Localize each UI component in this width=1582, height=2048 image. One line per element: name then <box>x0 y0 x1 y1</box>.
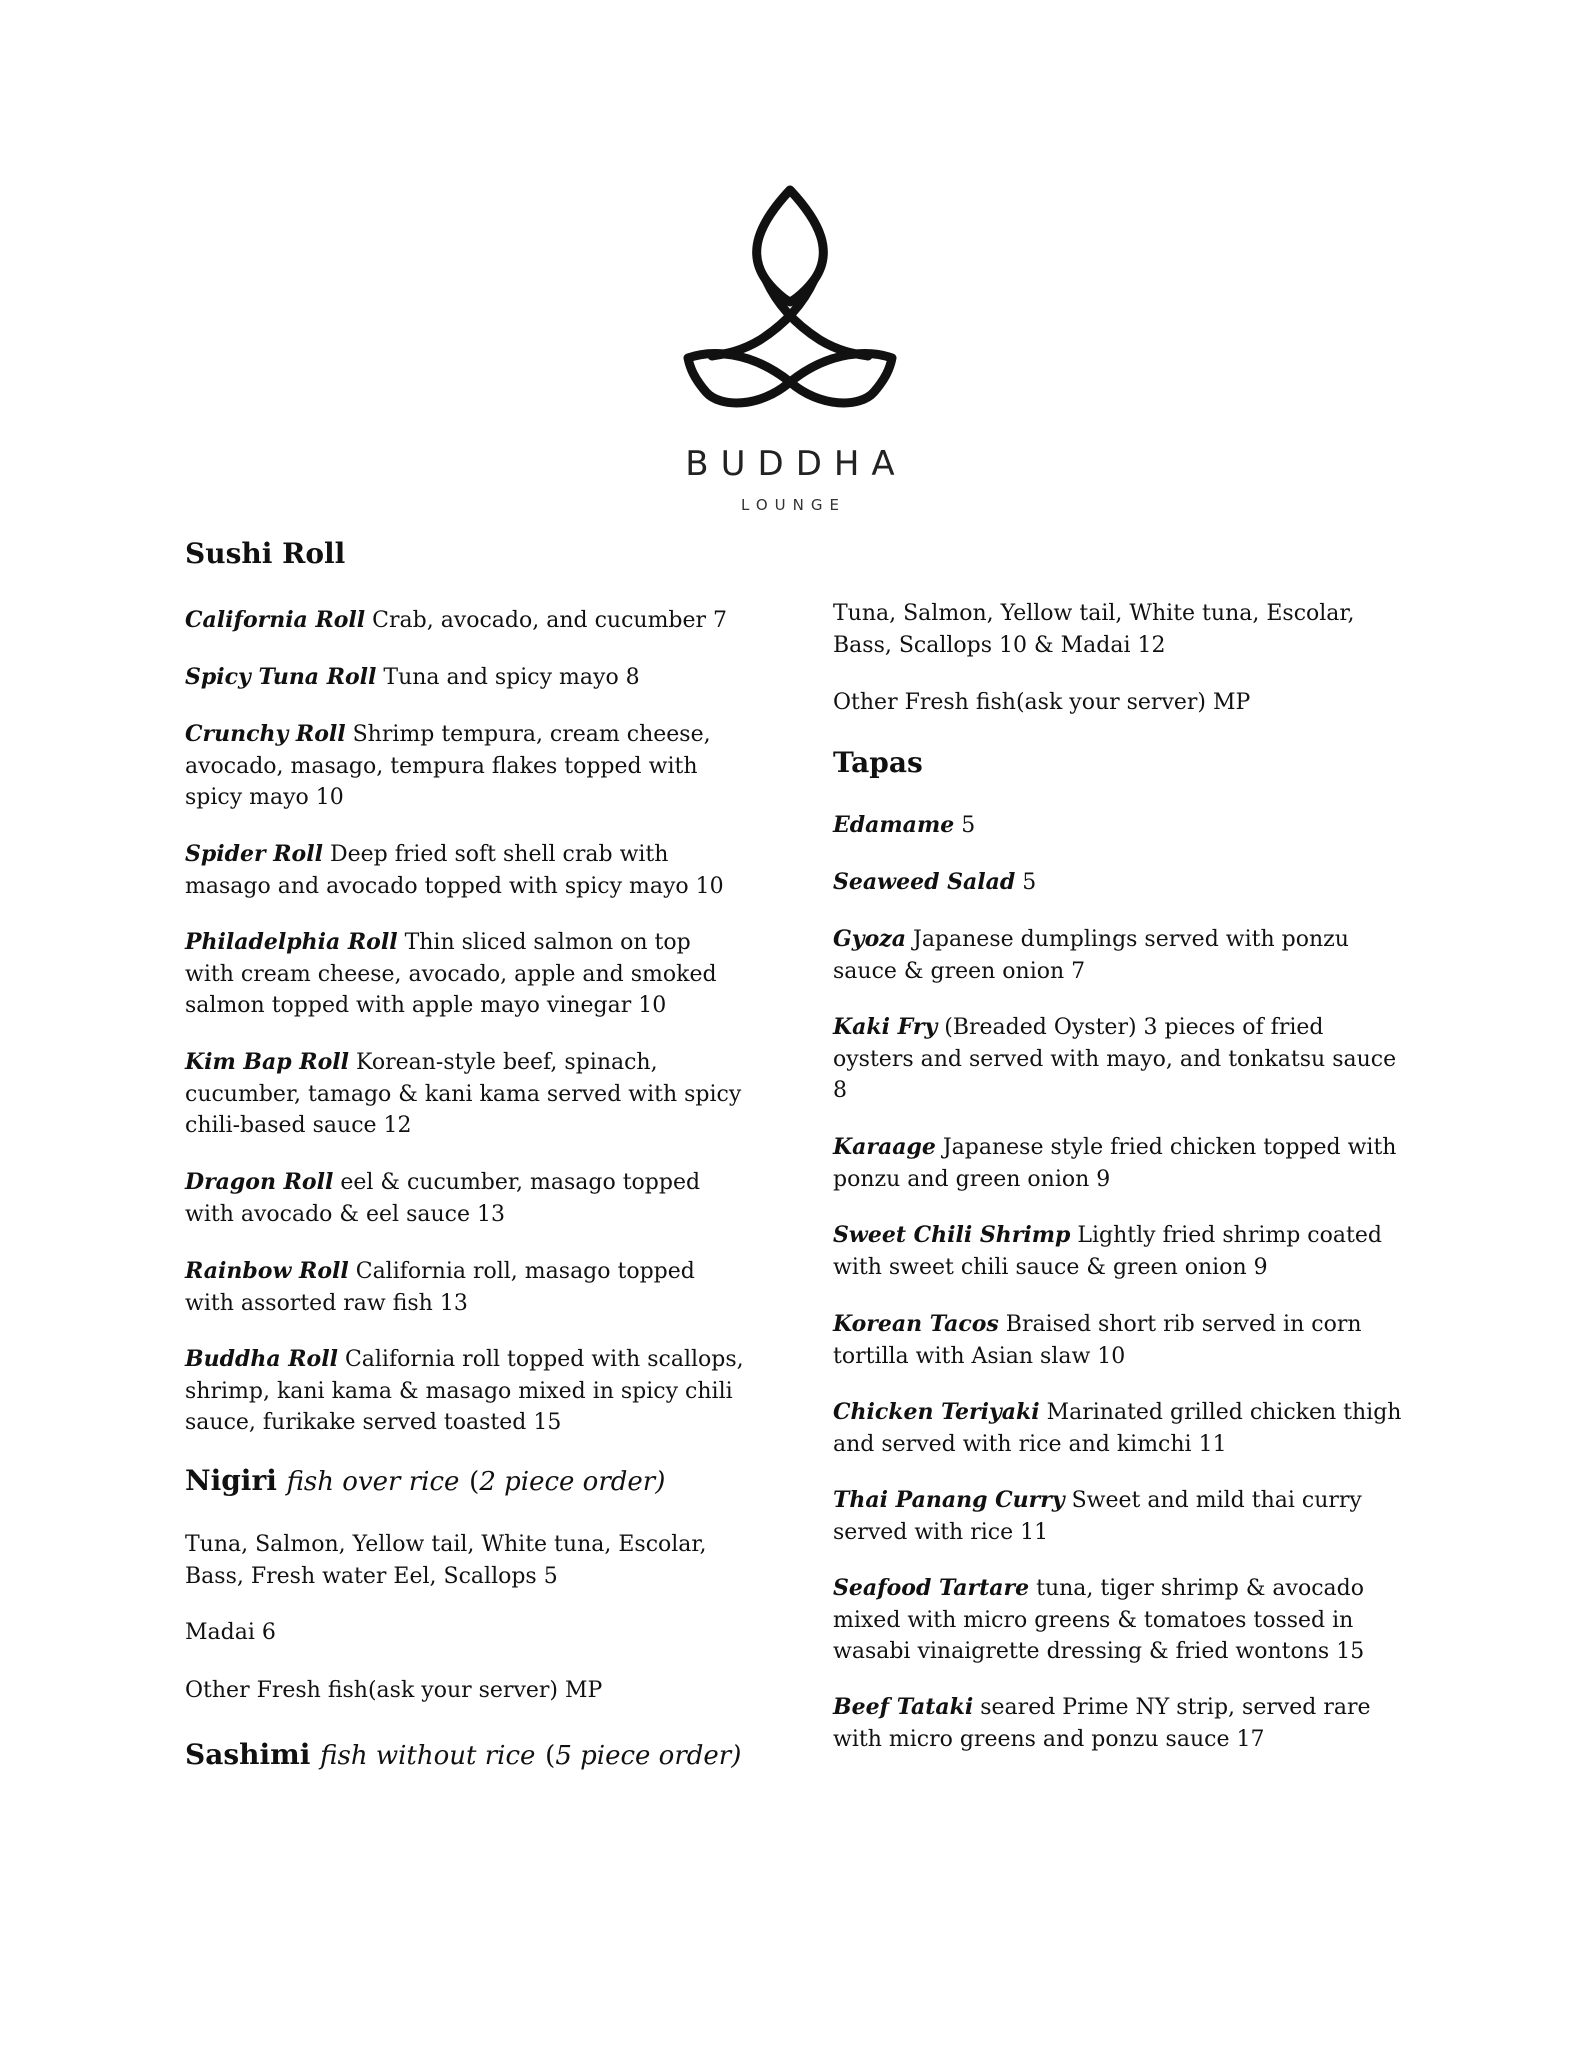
meditating-figure-icon <box>680 182 900 422</box>
menu-item-name: Karaage <box>833 1134 936 1160</box>
menu-item <box>185 839 745 902</box>
menu-item-desc: California roll, masago topped with assorted raw fish 13 <box>185 1259 695 1316</box>
menu-item-desc: Japanese style fried chicken topped with ponzu and green onion 9 <box>833 1135 1397 1192</box>
menu-item <box>833 1397 1403 1460</box>
menu-item <box>185 662 745 694</box>
nigiri-line: Madai 6 <box>185 1620 276 1645</box>
menu-item-name: Philadelphia Roll <box>185 929 398 955</box>
menu-item-name: Seafood Tartare <box>833 1575 1030 1601</box>
menu-item-name: Korean Tacos <box>833 1311 999 1337</box>
sashimi-line: Other Fresh fish(ask your server) MP <box>833 690 1251 715</box>
menu-item <box>185 1344 745 1439</box>
menu-item <box>833 1692 1403 1755</box>
brand-name: BUDDHA <box>685 444 907 484</box>
section-title-text: Sashimi <box>185 1738 311 1771</box>
menu-item-desc: Japanese dumplings served with ponzu sauce & green onion 7 <box>833 927 1349 984</box>
menu-item-desc: 5 <box>961 813 976 838</box>
menu-item-desc: Braised short rib served in corn tortilla with Asian slaw 10 <box>833 1312 1362 1369</box>
menu-item-name: California Roll <box>185 607 366 633</box>
menu-item-name: Gyoza <box>833 926 906 952</box>
menu-item-name: Seaweed Salad <box>833 869 1016 895</box>
section-title-tapas: Tapas <box>833 746 923 779</box>
menu-item-name: Kim Bap Roll <box>185 1049 349 1075</box>
menu-item-name: Rainbow Roll <box>185 1258 349 1284</box>
brand-subtitle: LOUNGE <box>741 496 846 514</box>
menu-item-desc: Korean-style beef, spinach, cucumber, tamago & kani kama served with spicy chili-based sauce 12 <box>185 1050 742 1138</box>
menu-item-desc: Deep fried soft shell crab with masago and avocado topped with spicy mayo 10 <box>185 842 724 899</box>
menu-item-desc: (Breaded Oyster) 3 pieces of fried oysters and served with mayo, and tonkatsu sauce 8 <box>833 1015 1397 1103</box>
section-title-nigiri <box>185 1465 665 1499</box>
menu-item <box>185 1047 745 1142</box>
nigiri-line: Tuna, Salmon, Yellow tail, White tuna, Escolar, Bass, Fresh water Eel, Scallops 5 <box>185 1532 707 1589</box>
menu-item <box>833 867 1403 899</box>
nigiri-line: Other Fresh fish(ask your server) MP <box>185 1678 603 1703</box>
menu-item-name: Dragon Roll <box>185 1169 334 1195</box>
menu-item-desc: Lightly fried shrimp coated with sweet chili sauce & green onion 9 <box>833 1223 1382 1280</box>
menu-item-name: Spicy Tuna Roll <box>185 664 377 690</box>
menu-item-desc: Shrimp tempura, cream cheese, avocado, masago, tempura flakes topped with spicy mayo 10 <box>185 722 711 810</box>
sashimi-line: Tuna, Salmon, Yellow tail, White tuna, Escolar, Bass, Scallops 10 & Madai 12 <box>833 601 1355 658</box>
menu-item-desc: eel & cucumber, masago topped with avocado & eel sauce 13 <box>185 1170 701 1227</box>
menu-item <box>185 927 745 1022</box>
menu-item <box>185 605 745 637</box>
section-subtitle: fish over rice <box>286 1467 460 1497</box>
menu-item <box>833 1132 1403 1195</box>
menu-item <box>185 719 745 814</box>
menu-item-name: Spider Roll <box>185 841 323 867</box>
menu-item-name: Chicken Teriyaki <box>833 1399 1040 1425</box>
menu-item-name: Edamame <box>833 812 955 838</box>
menu-item-desc: Crab, avocado, and cucumber 7 <box>372 608 728 633</box>
section-subtitle: fish without rice <box>320 1741 536 1771</box>
menu-item-name: Sweet Chili Shrimp <box>833 1222 1071 1248</box>
menu-item-desc: California roll topped with scallops, shrimp, kani kama & masago mixed in spicy chili sauce, furikake served toasted 15 <box>185 1347 744 1435</box>
section-paren: ( <box>545 1741 556 1771</box>
menu-item-desc: 5 <box>1022 870 1037 895</box>
section-title-sashimi <box>185 1739 741 1773</box>
menu-item-name: Thai Panang Curry <box>833 1487 1065 1513</box>
menu-item-name: Crunchy Roll <box>185 721 346 747</box>
menu-item <box>833 1573 1403 1668</box>
menu-item <box>833 924 1403 987</box>
menu-item-name: Beef Tataki <box>833 1694 974 1720</box>
menu-item-desc: tuna, tiger shrimp & avocado mixed with micro greens & tomatoes tossed in wasabi vinaigrette dressing & fried wontons 15 <box>833 1576 1365 1664</box>
section-title-text: Nigiri <box>185 1464 277 1497</box>
menu-item-name: Kaki Fry <box>833 1014 938 1040</box>
menu-item-desc: seared Prime NY strip, served rare with micro greens and ponzu sauce 17 <box>833 1695 1371 1752</box>
menu-item <box>185 1167 745 1230</box>
menu-item <box>185 1256 745 1319</box>
menu-item <box>833 1012 1403 1107</box>
menu-item <box>833 1220 1403 1283</box>
menu-item-desc: Thin sliced salmon on top with cream cheese, avocado, apple and smoked salmon topped with apple mayo vinegar 10 <box>185 930 717 1018</box>
menu-item <box>833 1309 1403 1372</box>
menu-item <box>833 810 1403 842</box>
section-paren: ( <box>469 1467 480 1497</box>
menu-item-desc: Sweet and mild thai curry served with rice 11 <box>833 1488 1362 1545</box>
menu-item <box>833 1485 1403 1548</box>
menu-item-name: Buddha Roll <box>185 1346 338 1372</box>
brand-logo <box>640 182 940 522</box>
section-note: 2 piece order) <box>479 1467 666 1497</box>
section-title-sushi-roll: Sushi Roll <box>185 537 346 570</box>
menu-item-desc: Tuna and spicy mayo 8 <box>383 665 640 690</box>
menu-item-desc: Marinated grilled chicken thigh and served with rice and kimchi 11 <box>833 1400 1402 1457</box>
section-note: 5 piece order) <box>555 1741 742 1771</box>
